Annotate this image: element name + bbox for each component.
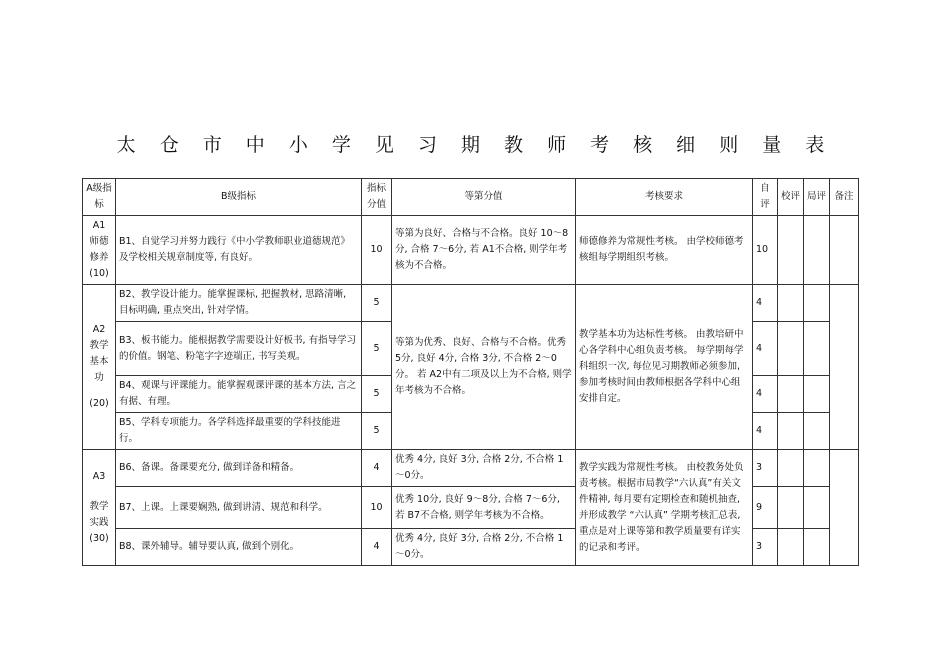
b4-school [778,376,804,413]
a1-name: 师德修养(10) [89,236,109,279]
b4-text: B4、观课与评课能力。能掌握观课评课的基本方法, 言之有据、有理。 [116,376,362,413]
table-row [83,285,859,322]
b3-school [778,322,804,376]
b7-grade: 优秀 10分, 良好 9～8分, 合格 7～6分, 若 B7不合格, 则学年考核为不合格。 [392,487,576,529]
assessment-table [82,178,859,566]
b1-school [778,216,804,285]
b8-text: B8、课外辅导。辅导要认真, 做到个别化。 [116,529,362,566]
b3-bureau [804,322,830,376]
b2-text: B2、教学设计能力。能掌握课标, 把握教材, 思路清晰, 目标明确, 重点突出, 针对学情。 [116,285,362,322]
b7-text: B7、上课。上课要娴熟, 做到讲清、规范和科学。 [116,487,362,529]
a2-score: (20) [89,398,109,409]
a2-cell [83,285,116,450]
header-bureau: 局评 [804,179,830,216]
b4-bureau [804,376,830,413]
b4-score: 5 [362,376,392,413]
a1-grade: 等第为良好、合格与不合格。良好 10～8分, 合格 7～6分, 若 A1不合格, 则学年考核为不合格。 [392,216,576,285]
b6-school [778,450,804,487]
header-a: A级指标 [83,179,116,216]
header-b: B级指标 [116,179,362,216]
b5-score: 5 [362,413,392,450]
b5-text: B5、学科专项能力。各学科选择最重要的学科技能进行。 [116,413,362,450]
b2-score: 5 [362,285,392,322]
b7-school [778,487,804,529]
b6-bureau [804,450,830,487]
table-row [83,216,859,285]
a2-grade: 等第为优秀、良好、合格与不合格。优秀 5分, 良好 4分, 合格 3分, 不合格 2～0分。 若 A2中有二项及以上为不合格, 则学年考核为不合格。 [392,285,576,450]
a3-name: 教学实践(30) [89,500,109,544]
b8-bureau [804,529,830,566]
b7-self: 9 [753,487,778,529]
a1-req: 师德修养为常规性考核。 由学校师德考核组每学期组织考核。 [576,216,753,285]
a2-code: A2 [92,324,106,335]
header-self: 自评 [753,179,778,216]
header-note: 备注 [830,179,859,216]
b7-bureau [804,487,830,529]
b1-text: B1、自觉学习并努力践行《中小学教师职业道德规范》及学校相关规章制度等, 有良好。 [116,216,362,285]
b5-self: 4 [753,413,778,450]
b4-self: 4 [753,376,778,413]
a3-note [830,450,859,566]
b5-school [778,413,804,450]
a1-cell [83,216,116,285]
b8-grade: 优秀 4分, 良好 3分, 合格 2分, 不合格 1～0分。 [392,529,576,566]
b7-score: 10 [362,487,392,529]
table-row [83,450,859,487]
b3-self: 4 [753,322,778,376]
header-score: 指标分值 [362,179,392,216]
b1-self: 10 [753,216,778,285]
b3-score: 5 [362,322,392,376]
b6-text: B6、备课。备课要充分, 做到详备和精备。 [116,450,362,487]
header-row [83,179,859,216]
a3-cell [83,450,116,566]
b1-score: 10 [362,216,392,285]
header-grade: 等第分值 [392,179,576,216]
b6-self: 3 [753,450,778,487]
a1-code: A1 [92,220,106,231]
b8-school [778,529,804,566]
b1-note [830,216,859,285]
b8-self: 3 [753,529,778,566]
a2-note [830,285,859,450]
b3-text: B3、板书能力。能根据教学需要设计好板书, 有指导学习的价值。钢笔、粉笔字字迹端正, 书写美观。 [116,322,362,376]
b2-self: 4 [753,285,778,322]
b8-score: 4 [362,529,392,566]
a3-req: 教学实践为常规性考核。 由校教务处负责考核。根据市局教学“六认真”有关文件精神, 每月要有定期检查和随机抽查, 并形成教学 “六认真” 学期考核汇总表, 重点是对上课等第和教学质量要有详实的记录和考评。 [576,450,753,566]
b6-grade: 优秀 4分, 良好 3分, 合格 2分, 不合格 1～0分。 [392,450,576,487]
b2-bureau [804,285,830,322]
b5-bureau [804,413,830,450]
b1-bureau [804,216,830,285]
b6-score: 4 [362,450,392,487]
a2-req: 教学基本功为达标性考核。 由教培研中心各学科中心组负责考核。 每学期每学科组织一次, 每位见习期教师必须参加, 参加考核时间由教师根据各学科中心组安排自定。 [576,285,753,450]
b2-school [778,285,804,322]
a3-code: A3 [92,470,106,482]
page-title: 太 仓 市 中 小 学 见 习 期 教 师 考 核 细 则 量 表 [116,134,834,156]
header-req: 考核要求 [576,179,753,216]
a2-name: 教学基本功 [89,340,109,383]
header-school: 校评 [778,179,804,216]
